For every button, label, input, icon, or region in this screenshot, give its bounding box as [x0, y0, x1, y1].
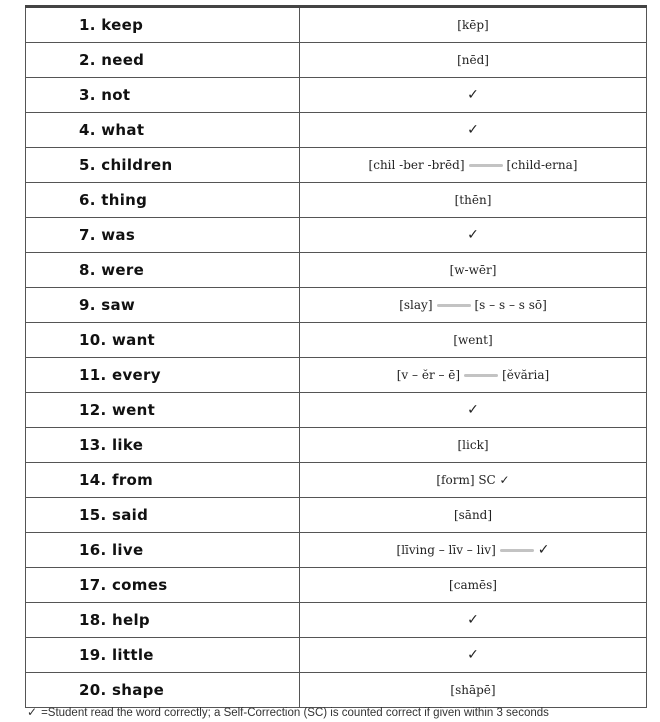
word-cell: 8. were	[26, 253, 300, 288]
table-row	[26, 183, 647, 218]
word-cell: 11. every	[26, 358, 300, 393]
word-cell: 15. said	[26, 498, 300, 533]
word-cell: 1. keep	[26, 7, 300, 43]
table-row	[26, 288, 647, 323]
response-cell	[300, 78, 647, 113]
table-row	[26, 7, 647, 43]
checkmark-icon: ✓	[467, 227, 479, 243]
checkmark-icon: ✓	[467, 122, 479, 138]
table-row	[26, 428, 647, 463]
table-row	[26, 463, 647, 498]
table-row	[26, 638, 647, 673]
response-text: [lick]	[457, 438, 489, 452]
response-text: [v – ĕr – ē]	[396, 368, 461, 382]
word-cell: 3. not	[26, 78, 300, 113]
word-cell: 10. want	[26, 323, 300, 358]
word-cell: 9. saw	[26, 288, 300, 323]
response-extra-text: [s – s – s sō]	[474, 298, 547, 312]
response-cell	[300, 393, 647, 428]
response-text: [thēn]	[454, 193, 492, 207]
table-row	[26, 218, 647, 253]
response-text: [līving – līv – liv]	[396, 543, 496, 557]
handwriting-mark	[464, 374, 498, 377]
checkmark-icon: ✓	[537, 542, 550, 558]
word-cell: 14. from	[26, 463, 300, 498]
word-cell: 5. children	[26, 148, 300, 183]
handwriting-mark	[469, 164, 503, 167]
response-extra-text: [ĕvăria]	[502, 368, 550, 382]
word-cell: 17. comes	[26, 568, 300, 603]
response-cell	[300, 463, 647, 498]
table-row	[26, 533, 647, 568]
response-extra-text: [child-erna]	[506, 158, 578, 172]
response-cell	[300, 568, 647, 603]
response-cell	[300, 43, 647, 78]
legend-footnote	[27, 705, 549, 719]
checkmark-icon: ✓	[467, 647, 479, 663]
checkmark-icon: ✓	[467, 402, 479, 418]
table-row	[26, 393, 647, 428]
word-cell: 13. like	[26, 428, 300, 463]
word-cell: 4. what	[26, 113, 300, 148]
word-cell: 18. help	[26, 603, 300, 638]
table-row	[26, 568, 647, 603]
response-text: [kēp]	[457, 18, 489, 32]
response-text: [shāpē]	[450, 683, 496, 697]
response-text: [slay]	[399, 298, 433, 312]
response-cell	[300, 253, 647, 288]
response-cell	[300, 498, 647, 533]
response-cell	[300, 218, 647, 253]
handwriting-mark	[437, 304, 471, 307]
table-row	[26, 603, 647, 638]
word-cell: 16. live	[26, 533, 300, 568]
response-text: [went]	[453, 333, 493, 347]
table-row	[26, 113, 647, 148]
response-cell	[300, 113, 647, 148]
word-reading-table	[25, 5, 647, 708]
table-row	[26, 498, 647, 533]
response-cell	[300, 288, 647, 323]
legend-text: =Student read the word correctly; a Self-Correction (SC) is counted correct if given within 3 seconds	[41, 707, 549, 719]
table-row	[26, 358, 647, 393]
word-cell: 19. little	[26, 638, 300, 673]
response-text: [form] SC ✓	[436, 473, 510, 487]
table-row	[26, 673, 647, 708]
check-icon: ✓	[27, 705, 38, 719]
table-row	[26, 43, 647, 78]
response-cell	[300, 638, 647, 673]
table-row	[26, 253, 647, 288]
checkmark-icon: ✓	[467, 87, 479, 103]
response-text: [camēs]	[449, 578, 497, 592]
response-cell	[300, 603, 647, 638]
handwriting-mark	[500, 549, 534, 552]
response-text: [sānd]	[453, 508, 493, 522]
word-cell: 12. went	[26, 393, 300, 428]
word-cell: 2. need	[26, 43, 300, 78]
table-row	[26, 323, 647, 358]
response-cell	[300, 148, 647, 183]
response-text: [w-wēr]	[449, 263, 497, 277]
word-cell: 20. shape	[26, 673, 300, 708]
response-cell	[300, 673, 647, 708]
response-cell	[300, 7, 647, 43]
response-cell	[300, 428, 647, 463]
response-cell	[300, 533, 647, 568]
word-cell: 6. thing	[26, 183, 300, 218]
response-text: [nēd]	[457, 53, 489, 67]
table-row	[26, 148, 647, 183]
response-cell	[300, 358, 647, 393]
response-cell	[300, 323, 647, 358]
word-cell: 7. was	[26, 218, 300, 253]
checkmark-icon: ✓	[467, 612, 479, 628]
response-text: [chil -ber -brēd]	[368, 158, 465, 172]
response-cell	[300, 183, 647, 218]
table-row	[26, 78, 647, 113]
